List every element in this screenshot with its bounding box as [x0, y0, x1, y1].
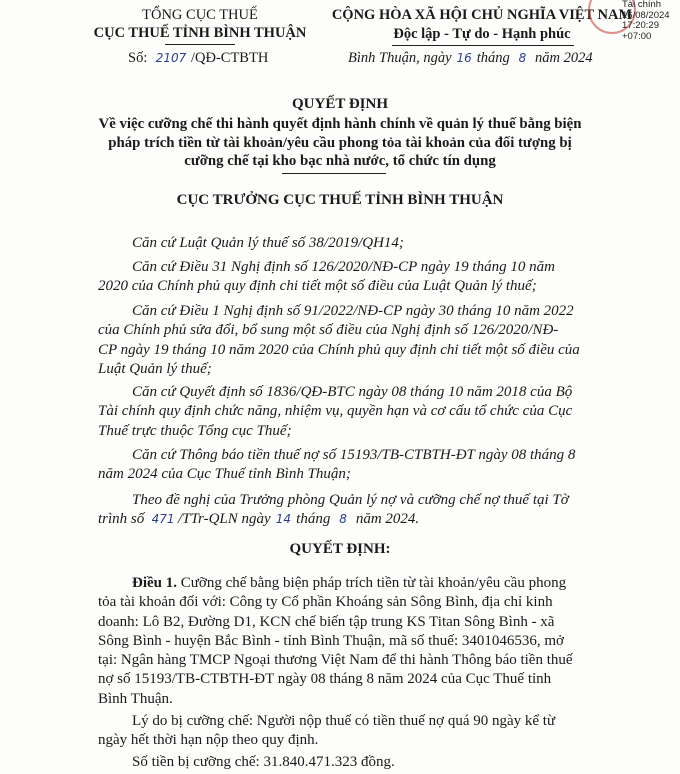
proposal-basis: Theo đề nghị của Trưởng phòng Quản lý nợ và cưỡng chế nợ thuế tại Tờ trình số 471 /TTr-QLN ngày 14 tháng 8 năm 2024.: [98, 491, 620, 530]
agency-name: CỤC THUẾ TỈNH BÌNH THUẬN: [93, 25, 307, 41]
enforcement-reason: Lý do bị cưỡng chế: Người nộp thuế có tiền thuế nợ quá 90 ngày kể từ ngày hết thời hạn nộp theo quy định.: [98, 713, 556, 749]
document-number: Số: 2107 /QĐ-CTBTH: [128, 50, 269, 66]
agency-underline: [165, 44, 235, 45]
issue-date: Bình Thuận, ngày 16 tháng 8 năm 2024: [348, 50, 593, 66]
issue-month-handwritten: 8: [518, 51, 527, 65]
article-1: Điều 1. Cưỡng chế bằng biện pháp trích tiền từ tài khoản/yêu cầu phong tỏa tài khoản đối với: Công ty Cổ phần Khoáng sản Sông Bình, địa chỉ kinh doanh: Lô B2, Đường D1, KCN chế biến tập trung KS Titan Sông Bình - xã Sông Bình - huyện Bắc Bình - tỉnh Bình Thuận, mã số thuế: 3401046536, mở tại: Ngân hàng TMCP Ngoại thương Việt Nam để thi hành Thông báo tiền thuế nợ số 15193/TB-CTBTH-ĐT ngày 08 tháng 8 năm 2024 của Cục Thuế tỉnh Bình Thuận.: [98, 575, 573, 707]
agency-block: [70, 6, 330, 45]
legal-basis-3: Căn cứ Điều 1 Nghị định số 91/2022/NĐ-CP ngày 30 tháng 10 năm 2022 của Chính phủ sửa đổi, bổ sung một số điều của Nghị định số 126/2020/NĐ- CP ngày 19 tháng 10 năm 2020 của Chính phủ quy định chi tiết một số điều của Luật Quản lý thuế;: [98, 303, 580, 377]
enforcement-amount: Số tiền bị cưỡng chế: 31.840.471.323 đồng.: [132, 754, 395, 770]
issue-day-handwritten: 16: [456, 51, 472, 65]
proposal-number-handwritten: 471: [151, 512, 175, 527]
agency-parent: TỔNG CỤC THUẾ: [142, 7, 258, 23]
digital-signature-stamp: Tài chính 16/08/2024 17:20:29 +07:00: [622, 0, 670, 42]
legal-basis-5: Căn cứ Thông báo tiền thuế nợ số 15193/TB-CTBTH-ĐT ngày 08 tháng 8 năm 2024 của Cục Thuế tỉnh Bình Thuận;: [98, 447, 576, 483]
legal-basis-2: Căn cứ Điều 31 Nghị định số 126/2020/NĐ-CP ngày 19 tháng 10 năm 2020 của Chính phủ quy định chi tiết một số điều của Luật Quản lý thuế;: [98, 259, 555, 295]
article-1-label: Điều 1.: [132, 575, 177, 591]
legal-basis-4: Căn cứ Quyết định số 1836/QĐ-BTC ngày 08 tháng 10 năm 2018 của Bộ Tài chính quy định chức năng, nhiệm vụ, quyền hạn và cơ cấu tổ chức của Cục Thuế trực thuộc Tổng cục Thuế;: [98, 384, 573, 439]
nation-title: CỘNG HÒA XÃ HỘI CHỦ NGHĨA VIỆT NAM: [331, 7, 633, 23]
decision-heading: QUYẾT ĐỊNH:: [289, 541, 391, 557]
subject-underline: [282, 173, 386, 174]
document-type-heading: QUYẾT ĐỊNH: [292, 96, 388, 112]
document-subject: Về việc cưỡng chế thi hành quyết định hành chính về quản lý thuế bằng biện pháp trích tiền từ tài khoản/yêu cầu phong tỏa tài khoản của đối tượng bị cưỡng chế tại kho bạc nhà nước, tổ chức tín dụng: [98, 116, 582, 169]
legal-basis-1: Căn cứ Luật Quản lý thuế số 38/2019/QH14;: [132, 235, 404, 251]
document-number-handwritten: 2107: [155, 51, 187, 65]
proposal-day-handwritten: 14: [275, 512, 292, 527]
nation-motto: Độc lập - Tự do - Hạnh phúc: [393, 26, 571, 42]
motto-underline: [392, 45, 574, 46]
issuing-authority: CỤC TRƯỞNG CỤC THUẾ TỈNH BÌNH THUẬN: [176, 192, 504, 208]
proposal-month-handwritten: 8: [339, 512, 347, 527]
